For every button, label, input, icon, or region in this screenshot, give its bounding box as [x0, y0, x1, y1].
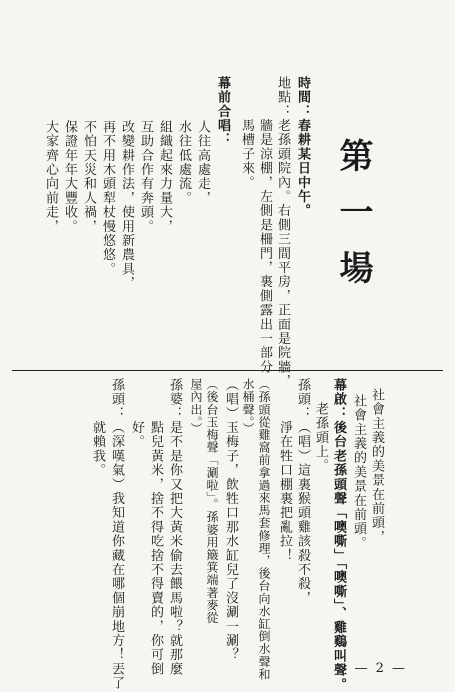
- song-line-1: 社會主義的美景在前頭，: [369, 388, 384, 545]
- dialogue-line: （後台玉梅聲「涮啦」。孫婆用簸箕端著麥從: [205, 378, 219, 624]
- enter-direction: 老孫頭上。: [313, 402, 328, 473]
- dialogue-line: 孫頭：（唱）這裏猴頭雞該殺不殺，: [295, 378, 310, 606]
- section-divider: [12, 370, 443, 371]
- chorus-line-8: 保證年年大豐收。: [62, 120, 77, 234]
- chorus-line-9: 大家齊心向前走，: [43, 120, 58, 234]
- dialogue-line: 就賴我。: [90, 378, 105, 478]
- dialogue-line: 點兒黃米，捨不得吃捨不得賣的，你可倒: [148, 378, 163, 677]
- dialogue-line: 孫婆：是不是你又把大黃米偷去餵馬啦？就那麼: [167, 378, 182, 677]
- curtain-open: 幕啟：後台老孫頭聲「噢嘶」「噢嘶」、雞鷄叫聲。: [331, 378, 346, 692]
- place-line-1: 地點：老孫頭院內。右側三間平房，正面是院牆，: [275, 76, 290, 389]
- dialogue-line: 水桶聲。）: [241, 378, 255, 435]
- chorus-line-5: 改變耕作法，使用新農具，: [119, 120, 134, 291]
- dialogue-line: （唱）玉梅子，飲牲口那水缸兒了沒涮一涮？: [223, 378, 238, 662]
- dialogue-line: （孫頭從雞窩前拿過來馬套修理，後台向水缸倒水聲和: [257, 378, 271, 681]
- dialogue-line: 孫頭：（深嘆氣）我知道你藏在哪個崩地方！丟了: [109, 378, 124, 691]
- scene-title: 第一場: [333, 138, 373, 306]
- place-line-3: 馬槽子來。: [239, 76, 254, 190]
- time-line: 時間：春耕某日中午。: [295, 76, 310, 218]
- page-number: — 2 —: [354, 661, 407, 676]
- chorus-line-2: 水往低處流。: [176, 120, 191, 206]
- chorus-line-6: 再不用木頭犁杖慢悠悠。: [100, 120, 115, 277]
- dialogue-line: 好。: [129, 378, 144, 449]
- place-line-2: 牆是涼棚，左側是柵門，裏側露出一部分: [257, 76, 272, 375]
- dialogue-line: 淨在牲口棚裏把亂拉！: [277, 378, 292, 563]
- chorus-label: 幕前合唱：: [215, 76, 230, 147]
- chorus-line-1: 人往高處走，: [195, 120, 210, 206]
- chorus-line-3: 組織起來力量大，: [157, 120, 172, 234]
- chorus-line-7: 不怕天災和人禍，: [81, 120, 96, 234]
- dialogue-line: 屋內出。）: [189, 378, 203, 435]
- song-line-2: 社會主義的美景在前頭。: [351, 394, 366, 551]
- chorus-line-4: 互助合作有奔頭。: [138, 120, 153, 234]
